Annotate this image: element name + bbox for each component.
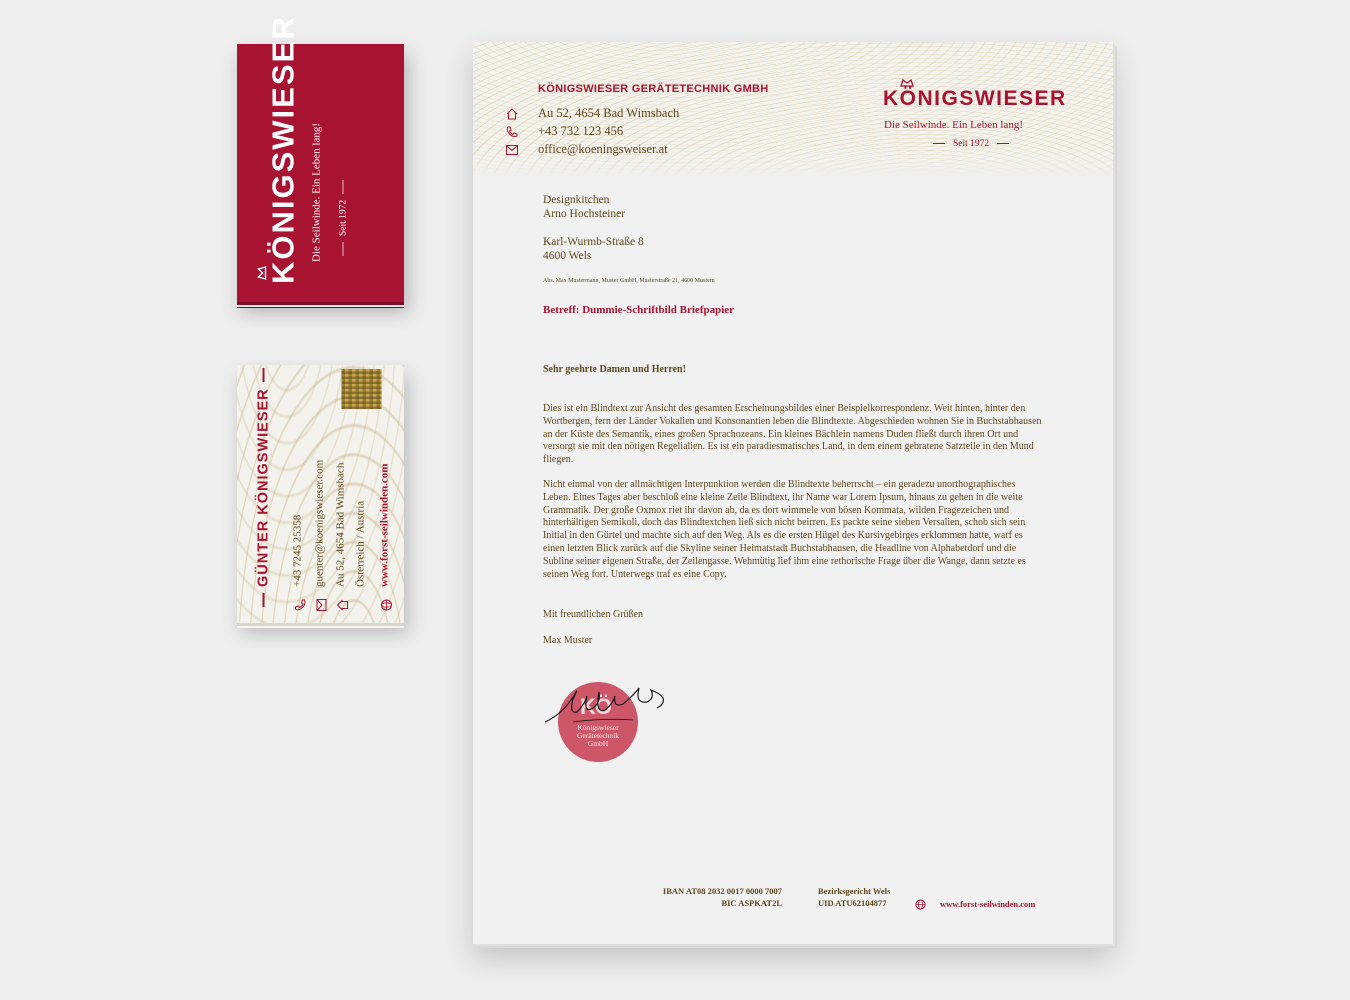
business-card-front xyxy=(237,15,404,302)
letter-company-name: KÖNIGSWIESER GERÄTETECHNIK GMBH xyxy=(538,83,769,95)
qr-code xyxy=(341,369,381,409)
letter-signer: Max Muster xyxy=(543,635,593,646)
card-website: www.forst-seilwinden.com xyxy=(378,463,390,587)
card-email: guenter@koenigswieser.com xyxy=(313,459,325,587)
recipient-line: Arno Hochsteiner xyxy=(543,208,626,220)
card-logo: KÖNIGSWIESER xyxy=(265,15,300,284)
home-icon xyxy=(506,108,518,120)
globe-icon xyxy=(380,599,392,611)
letter-address: Au 52, 4654 Bad Wimsbach xyxy=(538,106,680,120)
stamp-text-line: GmbH xyxy=(587,739,609,748)
uid: UID ATU62104877 xyxy=(818,898,887,908)
recipient-address-line: 4600 Wels xyxy=(543,250,592,262)
recipient-line: Designkitchen xyxy=(543,194,610,206)
letter-since xyxy=(925,139,1017,149)
letter-since-text: Seit 1972 xyxy=(953,139,990,149)
bic: BIC ASPKAT2L xyxy=(721,898,782,908)
card-tagline: Die Seilwinde. Ein Leben lang! xyxy=(310,123,322,262)
card-person-name-text: GÜNTER KÖNIGSWIESER xyxy=(255,388,271,587)
card-since-text: Seit 1972 xyxy=(338,199,348,236)
signature xyxy=(543,674,693,734)
letter-paragraph-2: Nicht einmal von der allmächtigen Interpunktion werden die Blindtexte beherrscht – ein geradezu unorthographisches Leben. Eines Tages aber beschloß eine kleine Zeile Blindtext, ihr Name war Lorem Ipsum, hinaus zu gehen in die weite Grammatik. Der große Oxmox riet ihr davon ab, da es dort wimmele von bösen Kommata, wilden Fragezeichen und hinterhältigen Semikoli, doch das Blindtextchen ließ sich nicht beirren. Es packte seine sieben Versalien, schob sich sein Initial in den Gürtel und machte sich auf den Weg. Als es die ersten Hügel des Kursivgebirges erklommen hatte, warf es einen letzten Blick zurück auf die Skyline seiner Heimatstadt Buchstabhausen, die Headline von Alphabetdorf und die Subline seiner eigenen Straße, der Zeilengasse. Wehmütig lief ihm eine rethorische Frage über die Wange, dann setzte es seinen Weg fort. Unterwegs traf es eine Copy. xyxy=(543,479,1026,580)
bank-details xyxy=(652,885,782,909)
letter-tagline: Die Seilwinde. Ein Leben lang! xyxy=(884,119,1023,131)
letter-subject: Betreff: Dummie-Schriftbild Briefpapier xyxy=(543,304,735,316)
court: Bezirksgericht Wels xyxy=(818,886,891,896)
letter-logo: KÖNIGSWIESER xyxy=(883,87,1067,110)
recipient-block xyxy=(543,193,625,221)
letter-closing: Mit freundlichen Grüßen xyxy=(543,609,643,620)
letter-paragraph-1: Dies ist ein Blindtext zur Ansicht des gesamten Erscheinungsbildes einer Beispielkorrespondenz. Weit hinten, hinter den Wortbergen, fern der Länder Vokalien und Konsonantien leben die Blindtexte. Abgeschieden wohnen Sie in Buchstabhausen an der Küste des Semantik, eines großen Sprachozeans. Ein kleines Bächlein namens Duden fließt durch ihren Ort und versorgt sie mit den nötigen Regelialien. Es ist ein paradiesmatisches Land, in dem einem gebratene Satzteile in den Mund fliegen. xyxy=(543,403,1042,466)
business-card-back xyxy=(237,365,404,623)
letter-website: www.forst-seilwinden.com xyxy=(940,899,1036,909)
globe-icon xyxy=(915,899,926,910)
card-address-line2: Österreich / Austria xyxy=(354,500,366,587)
stamp-text-line: Gerätetechnik xyxy=(576,731,620,740)
phone-icon xyxy=(506,126,518,138)
letter-salutation: Sehr geehrte Damen und Herren! xyxy=(543,364,686,375)
home-icon xyxy=(336,599,348,611)
iban: IBAN AT08 2032 0017 0000 7007 xyxy=(662,886,782,896)
phone-icon xyxy=(294,599,306,611)
crown-icon xyxy=(256,266,266,280)
sender-line: Abs. Max Mustermann, Muster GmbH, Musterstraße 21, 4600 Mustern xyxy=(543,278,715,284)
card-address-line1: Au 52, 4654 Bad Wimsbach xyxy=(334,462,346,587)
card-person-name xyxy=(255,362,271,613)
letter-email: office@koeningsweiser.at xyxy=(538,142,668,156)
crown-icon xyxy=(900,78,914,87)
stamp-text-line: Königswieser xyxy=(577,723,619,732)
recipient-address-block xyxy=(543,235,644,263)
letter-phone: +43 732 123 456 xyxy=(538,124,624,138)
court-details xyxy=(818,885,890,909)
mail-icon xyxy=(506,145,518,155)
card-phone: +43 7245 25358 xyxy=(291,514,303,587)
stamp-mark: KÖ xyxy=(580,694,611,719)
mail-icon xyxy=(316,599,326,611)
letterhead-page xyxy=(473,42,1113,944)
recipient-address-line: Karl-Wurmb-Straße 8 xyxy=(543,236,644,248)
card-since xyxy=(338,174,348,262)
